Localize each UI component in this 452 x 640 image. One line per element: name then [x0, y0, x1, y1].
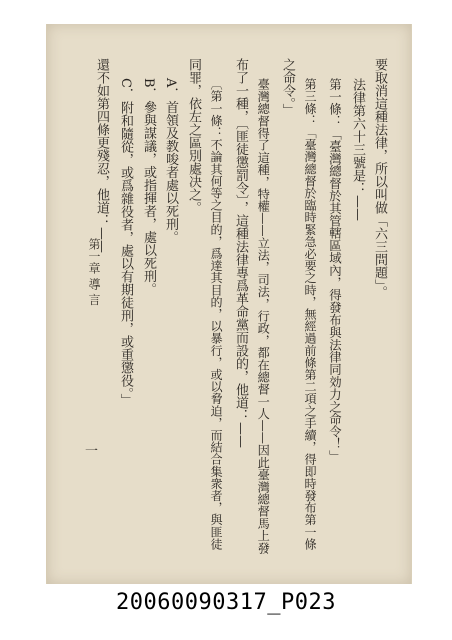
text-line-1: 要取消這種法律，所以叫做「六三問題」。 [372, 58, 387, 299]
text-line-3: 第一條：「臺灣總督於其管轄區域內，得發布與法律同効力之命令！」 [327, 78, 343, 463]
text-line-10: A．首領及教唆者處以死刑。 [163, 78, 178, 244]
text-line-6: 臺灣總督得了這種，特權——立法，司法，行政，都在總督一人——因此臺灣總督馬上發 [256, 78, 271, 554]
text-line-7: 布了一種，〔匪徒懲罰令〕，這種法律專爲革命黨而設的，他道：—— [233, 58, 248, 448]
text-line-9: 同罪，依左之區別處决之。 [186, 58, 201, 214]
document-page [46, 24, 412, 584]
text-line-11: B．參與謀議，或指揮者，處以死刑。 [141, 78, 156, 296]
text-line-2: 法律第六十三號是：—— [350, 78, 365, 221]
image-id-caption: 20060090317_P023 [116, 590, 336, 615]
text-line-13: 還不如第四條更殘忍，他道：—— [94, 58, 109, 253]
running-head: 第一章 導 言 [87, 238, 101, 306]
text-line-8: 〔第一條：不論其何等之目的，爲達其目的，以暴行，或以脅迫，而結合集衆者，與匪徒 [209, 78, 224, 550]
text-line-4: 第三條：「臺灣總督於臨時緊急必要之時，無經過前條第二項之手續，得即時發布第一條 [303, 78, 318, 550]
text-line-5: 之命令。」 [280, 58, 295, 117]
page-folio: 一 [85, 444, 99, 459]
text-line-12: C．附和隨從，或爲雜役者，處以有期徒刑，或重懲役。」 [118, 78, 133, 407]
